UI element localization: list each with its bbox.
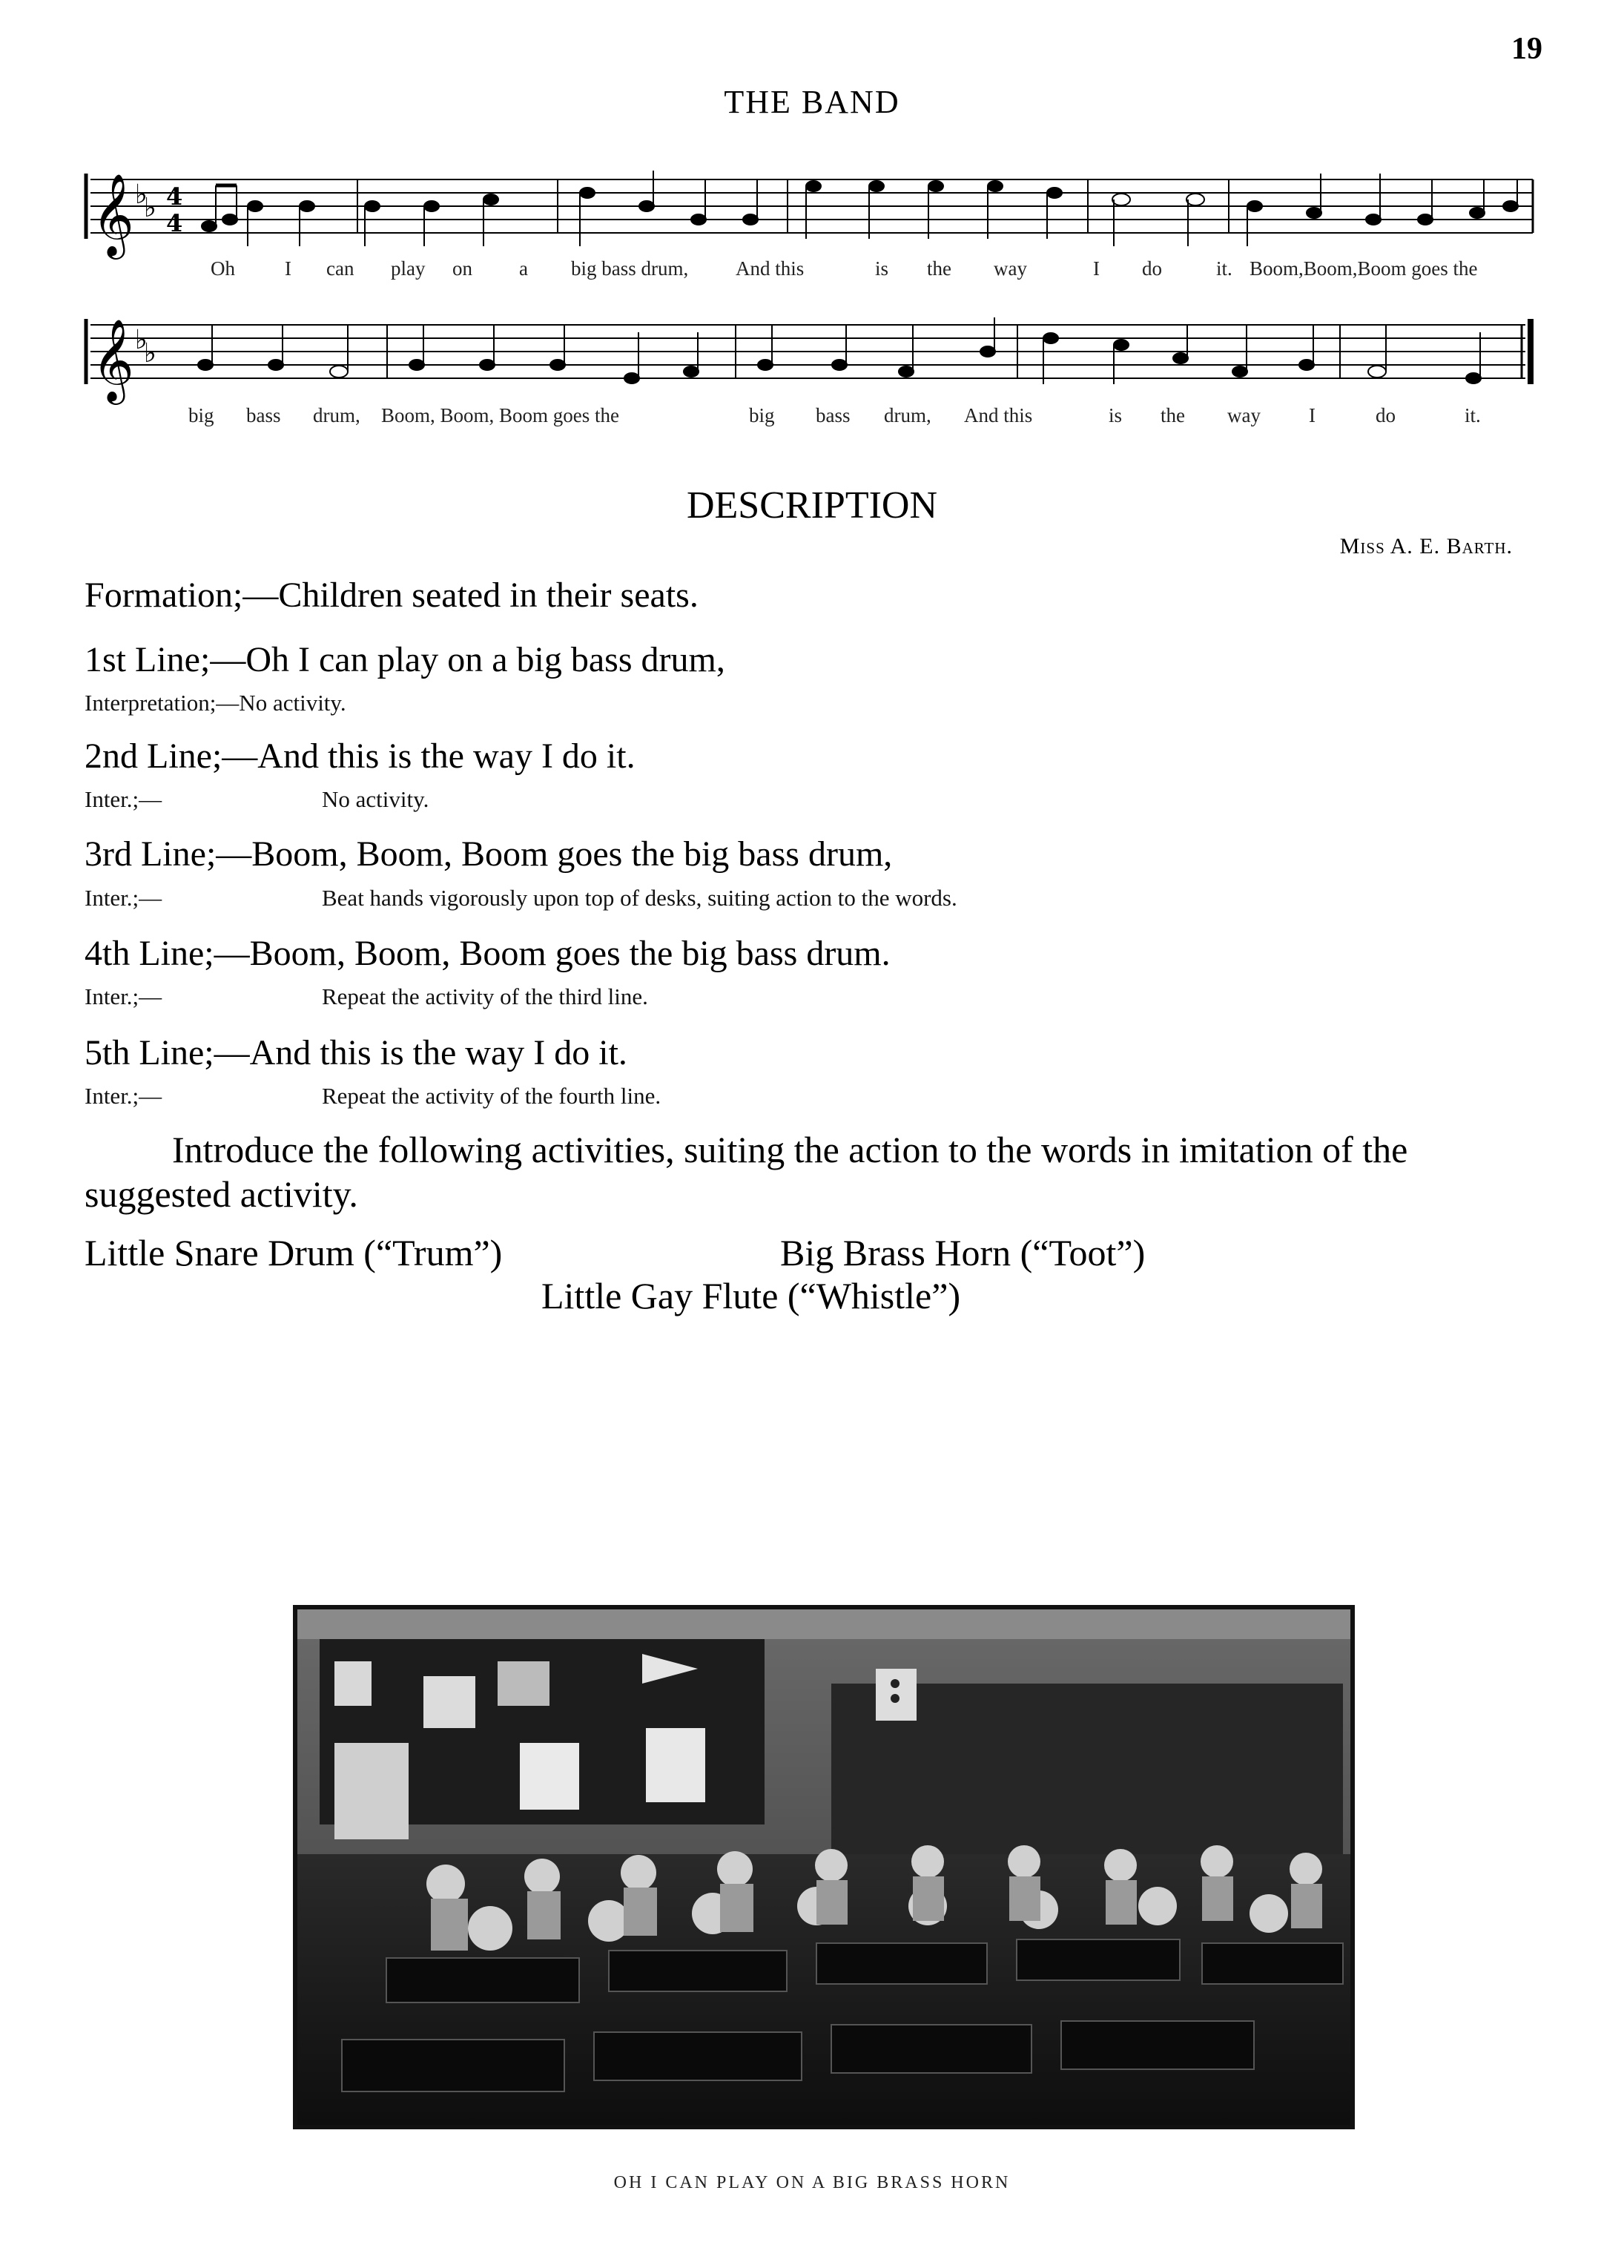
classroom-photo-image	[297, 1609, 1350, 2125]
interpretation-label: Inter.;—	[85, 983, 162, 1009]
lyric-syllable: on	[452, 257, 472, 280]
lyric-syllable: I	[1309, 404, 1316, 426]
description-heading: DESCRIPTION	[686, 484, 938, 527]
lyric-syllable: bass	[816, 404, 851, 426]
line-5: 5th Line;—And this is the way I do it.	[85, 1033, 627, 1072]
lyric-syllable: And this	[736, 257, 805, 280]
lyric-syllable: big	[749, 404, 775, 426]
interpretation-text: No activity.	[322, 786, 429, 812]
lyric-syllable: the	[927, 257, 951, 280]
lyric-syllable: I	[285, 257, 291, 280]
classroom-photo	[293, 1605, 1355, 2129]
interpretation-label: Inter.;—	[85, 1083, 162, 1109]
interpretation-label: Inter.;—	[85, 786, 162, 812]
lyric-syllable: is	[1109, 404, 1123, 426]
lyric-syllable: is	[875, 257, 889, 280]
interpretation-2	[85, 786, 429, 813]
line-4: 4th Line;—Boom, Boom, Boom goes the big bass drum.	[85, 934, 891, 973]
lyric-syllable: it.	[1465, 404, 1481, 426]
lyric-syllable: play	[391, 257, 426, 280]
activity-brass-horn: Big Brass Horn (“Toot”)	[780, 1232, 1146, 1273]
lyric-syllable: can	[326, 257, 354, 280]
interpretation-text: Repeat the activity of the fourth line.	[322, 1083, 661, 1109]
lyric-syllable: do	[1376, 404, 1396, 426]
activity-snare-drum: Little Snare Drum (“Trum”)	[85, 1232, 503, 1273]
svg-text:♭: ♭	[135, 179, 148, 210]
lyric-syllable: big bass drum,	[571, 257, 689, 280]
lyric-syllable: way	[1227, 404, 1261, 426]
interpretation-text: Beat hands vigorously upon top of desks, suiting action to the words.	[322, 885, 957, 911]
interpretation-1	[85, 690, 346, 716]
interpretation-label: Inter.;—	[85, 885, 162, 911]
lyric-syllable: Boom, Boom, Boom goes the	[381, 404, 620, 426]
activity-gay-flute: Little Gay Flute (“Whistle”)	[541, 1275, 961, 1316]
author: Miss A. E. Barth.	[1339, 534, 1513, 558]
svg-text:4: 4	[166, 182, 183, 211]
lyric-syllable: it.	[1216, 257, 1232, 280]
lyric-syllable: way	[994, 257, 1027, 280]
lyric-syllable: drum,	[884, 404, 931, 426]
lyric-syllable: drum,	[313, 404, 360, 426]
interpretation-5	[85, 1083, 661, 1110]
photo-caption: OH I CAN PLAY ON A BIG BRASS HORN	[613, 2173, 1011, 2192]
lyric-syllable: Oh	[211, 257, 235, 280]
interpretation-4	[85, 983, 648, 1010]
lyric-syllable: bass	[246, 404, 281, 426]
interpretation-text: Repeat the activity of the third line.	[322, 983, 648, 1009]
music-staff-2	[83, 310, 1536, 414]
svg-text:4: 4	[166, 209, 183, 237]
svg-text:𝄞: 𝄞	[92, 173, 134, 256]
interpretation-3	[85, 885, 957, 912]
notes-staff-1	[202, 171, 1518, 246]
svg-text:♭: ♭	[144, 193, 156, 223]
lyric-syllable: a	[519, 257, 528, 280]
line-3: 3rd Line;—Boom, Boom, Boom goes the big bass drum,	[85, 834, 893, 874]
page-number: 19	[1511, 32, 1542, 66]
svg-text:♭: ♭	[135, 325, 148, 355]
line-2: 2nd Line;—And this is the way I do it.	[85, 736, 636, 776]
formation-line: Formation;—Children seated in their seats.	[85, 576, 699, 615]
svg-text:♭: ♭	[144, 338, 156, 369]
interpretation-label: Interpretation;—No activity.	[85, 690, 346, 716]
line-1: 1st Line;—Oh I can play on a big bass drum,	[85, 640, 725, 679]
lyric-syllable: I	[1093, 257, 1100, 280]
lyric-syllable: the	[1161, 404, 1185, 426]
svg-text:𝄞: 𝄞	[92, 318, 134, 401]
lyric-syllable: And this	[964, 404, 1033, 426]
music-staff-1	[83, 165, 1536, 268]
lyric-syllable: do	[1142, 257, 1162, 280]
lyric-syllable: big	[188, 404, 214, 426]
song-title: THE BAND	[724, 84, 900, 120]
introduce-paragraph: Introduce the following activities, suiting the action to the words in imitation of the suggested activity.	[85, 1129, 1408, 1215]
lyric-syllable: Boom,Boom,Boom goes the	[1250, 257, 1478, 280]
